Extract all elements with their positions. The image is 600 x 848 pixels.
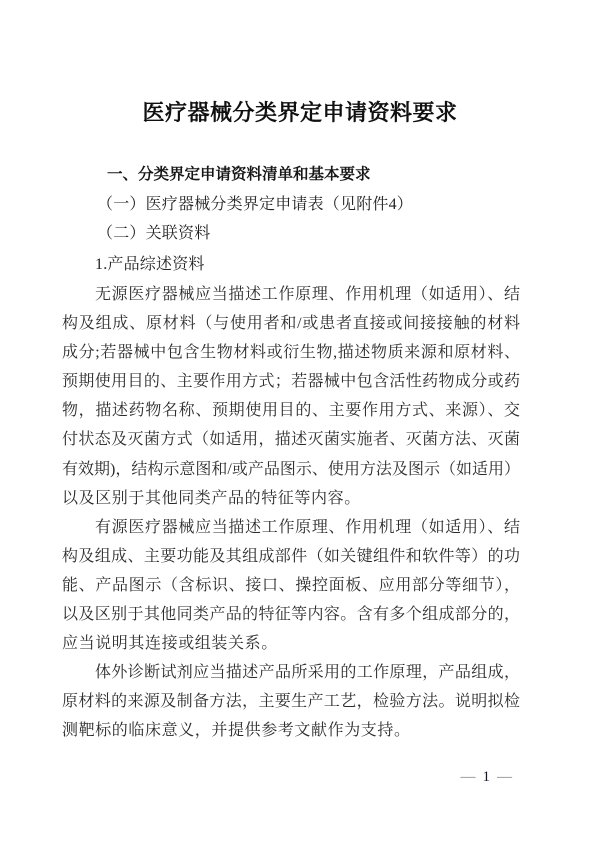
section-heading-1: 一、分类界定申请资料清单和基本要求 (107, 166, 371, 183)
paragraph-active-devices (62, 513, 520, 658)
page-number-value: 1 (482, 769, 490, 785)
text-line: 有源医疗器械应当描述工作原理、作用机理（如适用）、结 (95, 518, 520, 536)
text-line: 以及区别于其他同类产品的特征等内容。 (62, 489, 361, 507)
list-item-related-materials: （二）关联资料 (97, 225, 211, 242)
text-line: 无源医疗器械应当描述工作原理、作用机理（如适用）、结 (95, 286, 520, 303)
text-line: 有效期)，结构示意图和/或产品图示、使用方法及图示（如适用） (62, 460, 520, 478)
text-line: 体外诊断试剂应当描述产品所采用的工作原理，产品组成， (95, 664, 520, 682)
text-line: 以及区别于其他同类产品的特征等内容。含有多个组成部分的， (62, 606, 520, 624)
page-number-dash-right: — (497, 769, 512, 785)
text-line: 应当说明其连接或组装关系。 (62, 635, 278, 653)
text-line: 能、产品图示（含标识、接口、操控面板、应用部分等细节）， (62, 576, 520, 594)
text-line: 测靶标的临床意义，并提供参考文献作为支持。 (62, 722, 411, 740)
sub-item-product-overview: 1.产品综述资料 (95, 256, 205, 273)
text-line: 付状态及灭菌方式（如适用，描述灭菌实施者、灭菌方法、灭菌 (62, 431, 520, 449)
text-line: 原材料的来源及制备方法，主要生产工艺，检验方法。说明拟检 (62, 693, 520, 711)
document-title: 医疗器械分类界定申请资料要求 (142, 100, 458, 125)
text-line: 成分;若器械中包含生物材料或衍生物,描述物质来源和原材料、 (62, 344, 520, 362)
text-line: 构及组成、主要功能及其组成部件（如关键组件和软件等）的功 (62, 547, 520, 565)
page-number-dash-left: — (460, 769, 476, 785)
document-body (62, 280, 520, 746)
paragraph-passive-devices (62, 280, 520, 513)
list-item-application-form: （一）医疗器械分类界定申请表（见附件4） (97, 196, 414, 213)
paragraph-ivd-reagents (62, 658, 520, 745)
text-line: 构及组成、原材料（与使用者和/或患者直接或间接接触的材料 (62, 315, 520, 333)
text-line: 物，描述药物名称、预期使用目的、主要作用方式、来源）、交 (62, 402, 520, 420)
page-number (461, 768, 513, 786)
text-line: 预期使用目的、主要作用方式；若器械中包含活性药物成分或药 (62, 373, 520, 391)
